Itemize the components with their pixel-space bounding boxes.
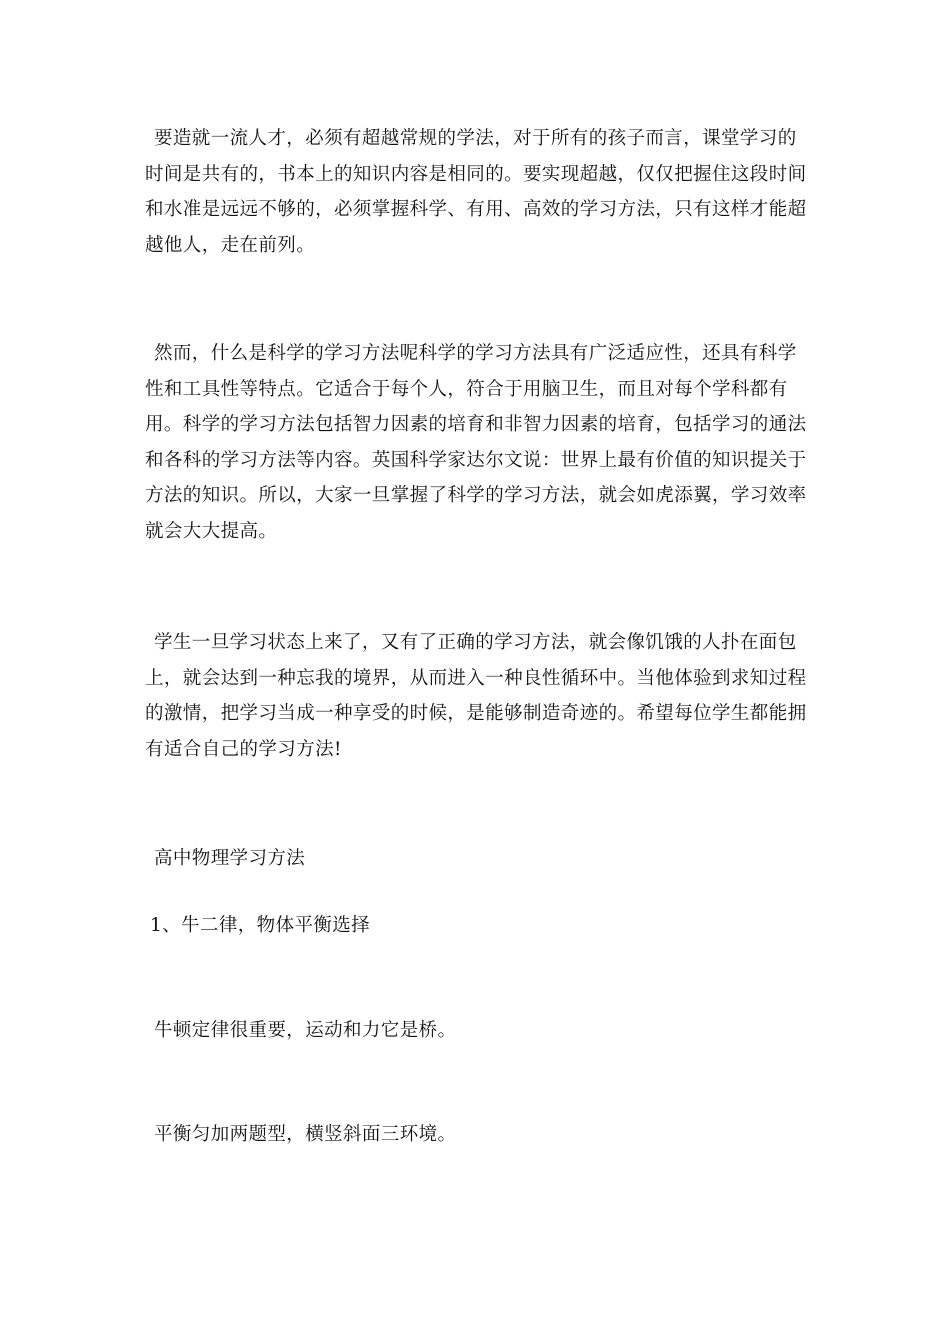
paragraph-3: 学生一旦学习状态上来了，又有了正确的学习方法，就会像饥饿的人扑在面包上，就会达到一种忘我的境界，从而进入一种良性循环中。当他体验到求知过程的激情，把学习当成一种享受的时候，是能够制造奇迹的。希望每位学生都能拥有适合自己的学习方法! xyxy=(145,632,807,760)
section-heading: 高中物理学习方法 xyxy=(154,848,306,869)
verse-line-2: 平衡匀加两题型，横竖斜面三环境。 xyxy=(154,1124,457,1145)
paragraph-2: 然而，什么是科学的学习方法呢科学的学习方法具有广泛适应性，还具有科学性和工具性等特点。它适合于每个人，符合于用脑卫生，而且对每个学科都有用。科学的学习方法包括智力因素的培育和非智力因素的培育，包括学习的通法和各科的学习方法等内容。英国科学家达尔文说：世界上最有价值的知识提关于方法的知识。所以，大家一旦掌握了科学的学习方法，就会如虎添翼，学习效率就会大大提高。 xyxy=(145,343,807,542)
list-item-1: 1、牛二律，物体平衡选择 xyxy=(150,915,371,936)
paragraph-1: 要造就一流人才，必须有超越常规的学法，对于所有的孩子而言，课堂学习的时间是共有的，书本上的知识内容是相同的。要实现超越，仅仅把握住这段时间和水准是远远不够的，必须掌握科学、有用、高效的学习方法，只有这样才能超越他人，走在前列。 xyxy=(145,128,807,256)
verse-line-1: 牛顿定律很重要，运动和力它是桥。 xyxy=(154,1020,457,1041)
